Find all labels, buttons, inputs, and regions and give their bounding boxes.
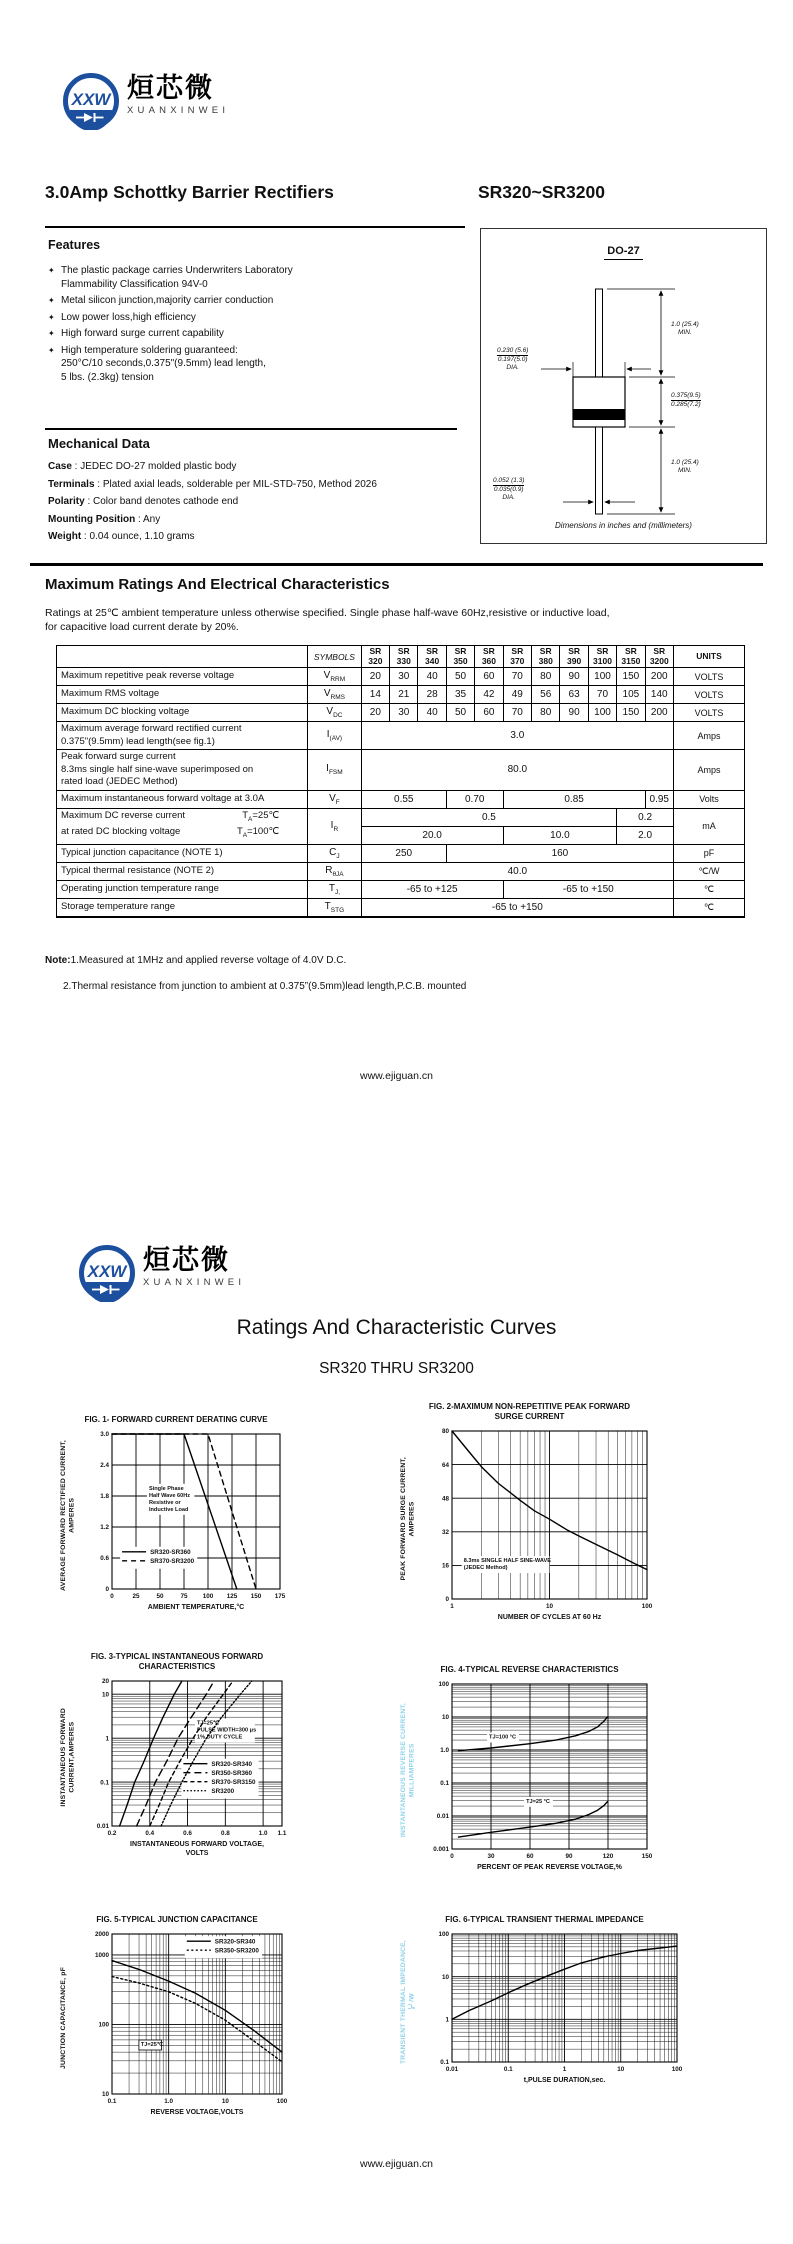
- row-symbol: $V_F$: [308, 790, 362, 808]
- table-cell: 80: [532, 668, 560, 686]
- svg-text:10: 10: [101, 2091, 109, 2099]
- table-row: [57, 668, 745, 686]
- row-unit: ℃: [673, 898, 744, 917]
- svg-text:(JEDEC Method): (JEDEC Method): [463, 1565, 508, 1572]
- figure-title: SURGE CURRENT: [494, 1412, 565, 1421]
- svg-text:Resistive or: Resistive or: [148, 1499, 181, 1506]
- bullet-arrow-icon: ✦: [48, 296, 55, 305]
- logo-english-name: XUANXINWEI: [143, 1277, 246, 1288]
- table-cell: 100: [588, 704, 616, 722]
- table-row: [57, 704, 745, 722]
- table-cell: 20: [361, 668, 389, 686]
- row-unit: VOLTS: [673, 686, 744, 704]
- table-cell: 49: [503, 686, 531, 704]
- table-cell: 0.70: [446, 790, 503, 808]
- row-label: Maximum average forward rectified current 0.375"(9.5mm) lead length(see fig.1): [57, 722, 308, 750]
- logo-chinese-name: 烜芯微: [143, 1245, 230, 1275]
- x-axis-label: t,PULSE DURATION,sec.: [523, 2077, 606, 2084]
- svg-text:0: 0: [450, 1853, 454, 1860]
- note-2: 2.Thermal resistance from junction to ambient at 0.375”(9.5mm)lead length,P.C.B. mounted: [63, 981, 467, 992]
- svg-text:100: 100: [98, 2021, 109, 2029]
- feature-item: ✦ The plastic package carries Underwriters Laboratory Flammability Classification 94V-0: [48, 265, 293, 290]
- series-SR350-SR360: [137, 1681, 214, 1826]
- svg-text:75: 75: [180, 1593, 188, 1600]
- row-symbol: $T_{J,}$: [308, 880, 362, 898]
- fig1-plot: [82, 1428, 290, 1603]
- svg-text:1.0: 1.0: [164, 2098, 174, 2105]
- footer-url-page2: www.ejiguan.cn: [360, 2158, 433, 2170]
- table-cell: 0.5: [361, 808, 617, 826]
- series-SR320-SR340: [112, 1961, 282, 2053]
- svg-text:TJ=25 °C: TJ=25 °C: [526, 1798, 550, 1805]
- svg-text:150: 150: [250, 1593, 262, 1600]
- table-cell: 3.0: [361, 722, 673, 750]
- table-cell: 40: [418, 668, 446, 686]
- row-unit: VOLTS: [673, 668, 744, 686]
- row-symbol: $V_{DC}$: [308, 704, 362, 722]
- table-row: [57, 898, 745, 917]
- table-cell: 100: [588, 668, 616, 686]
- figure-4-typical-reverse-characteristics: [400, 1665, 659, 1873]
- mechanical-row: Terminals : Plated axial leads, solderable per MIL-STD-750, Method 2026: [48, 478, 377, 490]
- svg-text:1: 1: [450, 1603, 454, 1610]
- svg-text:Inductive Load: Inductive Load: [148, 1506, 189, 1513]
- table-row: [57, 862, 745, 880]
- table-cell: 50: [446, 704, 474, 722]
- table-cell: 63: [560, 686, 588, 704]
- table-cell: 20: [361, 704, 389, 722]
- row-label: Maximum DC reverse current $T_A=25℃$ at rated DC blocking voltage $T_A=100℃$: [57, 808, 308, 844]
- part-column-header: SR 370: [503, 646, 531, 668]
- svg-text:100: 100: [438, 1931, 449, 1939]
- bullet-arrow-icon: ✦: [48, 312, 55, 322]
- mechanical-row: Mounting Position : Any: [48, 513, 161, 525]
- dim-lead-bottom: 1.0 (25.4) MIN.: [671, 459, 699, 474]
- table-cell: 28: [418, 686, 446, 704]
- svg-text:1% DUTY CYCLE: 1% DUTY CYCLE: [197, 1734, 243, 1741]
- company-logo-page2: [78, 1244, 245, 1302]
- table-cell: 30: [390, 704, 418, 722]
- part-column-header: SR 350: [446, 646, 474, 668]
- part-column-header: SR 3150: [617, 646, 645, 668]
- figure-title: FIG. 1- FORWARD CURRENT DERATING CURVE: [84, 1415, 268, 1424]
- svg-text:1.2: 1.2: [100, 1524, 109, 1532]
- row-symbol: $I_{FSM}$: [308, 750, 362, 791]
- svg-text:1.1: 1.1: [277, 1830, 287, 1837]
- x-axis-label: INSTANTANEOUS FORWARD VOLTAGE, VOLTS: [130, 1841, 264, 1857]
- figure-title: FIG. 2-MAXIMUM NON-REPETITIVE PEAK FORWARD: [428, 1402, 631, 1411]
- svg-text:1: 1: [562, 2066, 567, 2073]
- ratings-intro: [45, 606, 755, 634]
- svg-text:25: 25: [132, 1593, 140, 1600]
- svg-text:2000: 2000: [94, 1931, 109, 1939]
- dim-body-length: 0.375(9.5) 0.285(7.2): [671, 392, 701, 408]
- row-unit: Amps: [673, 750, 744, 791]
- table-cell: 0.85: [503, 790, 645, 808]
- row-label: Maximum instantaneous forward voltage at 3.0A: [57, 790, 308, 808]
- mechanical-row: Case : JEDEC DO-27 molded plastic body: [48, 461, 237, 472]
- svg-text:16: 16: [441, 1562, 449, 1570]
- x-axis-label: NUMBER OF CYCLES AT 60 Hz: [497, 1614, 602, 1621]
- legend-label: SR320-SR340: [214, 1938, 256, 1946]
- table-cell: 35: [446, 686, 474, 704]
- svg-text:0.001: 0.001: [433, 1846, 449, 1854]
- row-symbol: $V_{RRM}$: [308, 668, 362, 686]
- ratings-divider: [30, 563, 763, 566]
- series-SR350-SR3200: [112, 1977, 282, 2062]
- svg-text:32: 32: [441, 1529, 449, 1536]
- bullet-arrow-icon: ✦: [48, 345, 55, 355]
- svg-text:10: 10: [617, 2066, 625, 2073]
- ratings-table-container: [56, 645, 745, 918]
- row-symbol: $R_{\theta JA}$: [308, 862, 362, 880]
- row-label: Maximum DC blocking voltage: [57, 704, 308, 722]
- table-row: [57, 722, 745, 750]
- table-cell: 105: [617, 686, 645, 704]
- svg-text:0: 0: [445, 1596, 449, 1604]
- series-SR320-SR340: [120, 1681, 182, 1826]
- figure-3-instantaneous-forward-characteristics: [60, 1652, 294, 1858]
- svg-text:1000: 1000: [94, 1952, 109, 1960]
- part-column-header: SR 390: [560, 646, 588, 668]
- svg-text:100: 100: [641, 1603, 653, 1610]
- svg-text:150: 150: [641, 1853, 653, 1860]
- table-cell: 200: [645, 704, 673, 722]
- page2-subtitle: SR320 THRU SR3200: [319, 1360, 474, 1377]
- note-1: Note:1.Measured at 1MHz and applied reverse voltage of 4.0V D.C.: [45, 955, 347, 966]
- row-label: Typical junction capacitance (NOTE 1): [57, 844, 308, 862]
- table-cell: 56: [532, 686, 560, 704]
- table-cell: 0.55: [361, 790, 446, 808]
- table-row: [57, 880, 745, 898]
- table-header-row: [57, 646, 745, 668]
- fig4-plot: [422, 1678, 657, 1863]
- svg-text:8.3ms SINGLE HALF SINE-WAVE: 8.3ms SINGLE HALF SINE-WAVE: [463, 1558, 551, 1565]
- part-column-header: SR 380: [532, 646, 560, 668]
- legend-label: SR320-SR360: [150, 1549, 191, 1556]
- table-cell: 20.0: [361, 826, 503, 844]
- row-symbol: $T_{STG}$: [308, 898, 362, 917]
- svg-text:1.0: 1.0: [258, 1830, 268, 1837]
- svg-text:0.1: 0.1: [440, 2059, 449, 2067]
- svg-text:0: 0: [105, 1586, 109, 1594]
- row-label: Maximum RMS voltage: [57, 686, 308, 704]
- figure-2-peak-forward-surge-current: [400, 1402, 659, 1623]
- svg-text:TJ=25℃: TJ=25℃: [140, 2042, 164, 2048]
- figure-6-transient-thermal-impedance: [400, 1915, 689, 2086]
- table-cell: 2.0: [617, 826, 674, 844]
- part-number-range: SR320~SR3200: [478, 182, 605, 202]
- package-caption: Dimensions in inches and (millimeters): [555, 521, 692, 530]
- svg-text:Single Phase: Single Phase: [148, 1485, 184, 1492]
- table-row: [57, 750, 745, 791]
- row-unit: ℃/W: [673, 862, 744, 880]
- table-cell: 70: [503, 704, 531, 722]
- logo-mark-icon: [78, 1244, 136, 1302]
- part-column-header: SR 3100: [588, 646, 616, 668]
- table-cell: 40: [418, 704, 446, 722]
- row-label: Maximum repetitive peak reverse voltage: [57, 668, 308, 686]
- ratings-intro-line2: for capacitive load current derate by 20%.: [45, 621, 239, 633]
- svg-text:100: 100: [438, 1681, 449, 1689]
- row-symbol: $I_{(AV)}$: [308, 722, 362, 750]
- table-cell: -65 to +150: [503, 880, 673, 898]
- table-cell: 70: [503, 668, 531, 686]
- table-cell: 21: [390, 686, 418, 704]
- table-cell: 200: [645, 668, 673, 686]
- svg-text:120: 120: [602, 1853, 614, 1860]
- table-cell: 42: [475, 686, 503, 704]
- table-cell: 150: [617, 668, 645, 686]
- y-axis-label: INSTANTANEOUS REVERSE CURRENT, MILLIAMPERES: [400, 1703, 416, 1838]
- svg-text:175: 175: [274, 1593, 286, 1600]
- svg-text:0.1: 0.1: [100, 1779, 109, 1787]
- features-heading: Features: [48, 238, 101, 252]
- table-cell: 0.95: [645, 790, 673, 808]
- figure-title: FIG. 6-TYPICAL TRANSIENT THERMAL IMPEDANCE: [445, 1915, 644, 1924]
- ratings-intro-line1: Ratings at 25℃ ambient temperature unless otherwise specified. Single phase half-wave 60Hz,resistive or inductive load,: [45, 607, 610, 619]
- table-cell: 10.0: [503, 826, 617, 844]
- svg-text:Half Wave 60Hz: Half Wave 60Hz: [148, 1492, 191, 1499]
- dim-body-diameter: 0.230 (5.6) 0.197(5.0) DIA.: [497, 347, 529, 371]
- part-column-header: SR 330: [390, 646, 418, 668]
- feature-item: ✦ Low power loss,high efficiency: [48, 311, 196, 323]
- svg-text:100: 100: [202, 1593, 214, 1600]
- footer-url-page1: www.ejiguan.cn: [360, 1070, 433, 1082]
- y-axis-label: PEAK FORWARD SURGE CURRENT, AMPERES: [400, 1457, 416, 1581]
- x-axis-label: PERCENT OF PEAK REVERSE VOLTAGE,%: [477, 1864, 622, 1871]
- logo-english-name: XUANXINWEI: [127, 105, 230, 116]
- svg-text:64: 64: [441, 1461, 449, 1469]
- page2-title: Ratings And Characteristic Curves: [236, 1316, 557, 1339]
- svg-text:0.01: 0.01: [445, 2066, 459, 2073]
- table-row: [57, 790, 745, 808]
- table-cell: 40.0: [361, 862, 673, 880]
- feature-item: ✦ High forward surge current capability: [48, 328, 224, 339]
- row-label: Typical thermal resistance (NOTE 2): [57, 862, 308, 880]
- figure-title: FIG. 4-TYPICAL REVERSE CHARACTERISTICS: [440, 1665, 619, 1674]
- table-cell: 0.2: [617, 808, 674, 826]
- y-axis-label: JUNCTION CAPACITANCE, pF: [60, 1967, 67, 2069]
- part-column-header: SR 360: [475, 646, 503, 668]
- table-cell: 150: [617, 704, 645, 722]
- row-symbol: $C_J$: [308, 844, 362, 862]
- fig2-plot: [422, 1425, 657, 1613]
- legend-label: SR350-SR360: [211, 1769, 253, 1777]
- row-label: Storage temperature range: [57, 898, 308, 917]
- svg-text:1: 1: [445, 2016, 449, 2024]
- fig6-plot: [422, 1928, 687, 2076]
- svg-text:90: 90: [565, 1853, 573, 1860]
- figure-title: FIG. 5-TYPICAL JUNCTION CAPACITANCE: [96, 1915, 258, 1924]
- table-cell: 160: [446, 844, 673, 862]
- table-cell: 80: [532, 704, 560, 722]
- ratings-heading: Maximum Ratings And Electrical Characteristics: [45, 576, 390, 593]
- svg-text:0.2: 0.2: [107, 1830, 117, 1837]
- row-label: Peak forward surge current 8.3ms single half sine-wave superimposed on rated load (JEDEC Method): [57, 750, 308, 791]
- table-cell: 50: [446, 668, 474, 686]
- mechanical-divider: [45, 428, 457, 430]
- legend-label: SR3200: [211, 1787, 235, 1795]
- svg-text:2.4: 2.4: [100, 1462, 109, 1470]
- bullet-arrow-icon: ✦: [48, 329, 55, 338]
- x-axis-label: REVERSE VOLTAGE,VOLTS: [150, 2109, 244, 2116]
- page-title: 3.0Amp Schottky Barrier Rectifiers: [45, 182, 334, 202]
- figure-5-typical-junction-capacitance: [60, 1915, 294, 2118]
- svg-text:10: 10: [221, 2098, 229, 2105]
- part-column-header: SR 340: [418, 646, 446, 668]
- series-SR3200: [161, 1681, 252, 1826]
- table-row: [57, 686, 745, 704]
- svg-text:0.1: 0.1: [107, 2098, 117, 2105]
- units-header: UNITS: [673, 646, 744, 668]
- table-cell: 90: [560, 704, 588, 722]
- row-symbol: $V_{RMS}$: [308, 686, 362, 704]
- row-unit: Amps: [673, 722, 744, 750]
- table-cell: 80.0: [361, 750, 673, 791]
- legend-label: SR370-SR3200: [150, 1558, 195, 1565]
- svg-text:0.01: 0.01: [436, 1813, 449, 1821]
- svg-text:1: 1: [105, 1735, 109, 1743]
- svg-text:0.01: 0.01: [96, 1823, 109, 1831]
- svg-text:0.1: 0.1: [440, 1780, 449, 1788]
- svg-text:3.0: 3.0: [100, 1431, 109, 1439]
- legend-label: SR350-SR3200: [214, 1947, 259, 1955]
- legend-label: SR320-SR340: [211, 1760, 253, 1768]
- table-cell: 140: [645, 686, 673, 704]
- row-unit: VOLTS: [673, 704, 744, 722]
- table-cell: -65 to +150: [361, 898, 673, 917]
- svg-text:80: 80: [441, 1428, 449, 1436]
- figure-title: FIG. 3-TYPICAL INSTANTANEOUS FORWARD: [90, 1652, 264, 1661]
- svg-text:0.6: 0.6: [100, 1555, 109, 1563]
- row-unit: pF: [673, 844, 744, 862]
- svg-text:TJ=100 °C: TJ=100 °C: [489, 1734, 517, 1741]
- table-cell: 30: [390, 668, 418, 686]
- row-unit: mA: [673, 808, 744, 844]
- table-cell: -65 to +125: [361, 880, 503, 898]
- logo-mark-letters: XXW: [71, 90, 111, 109]
- logo-chinese-name: 烜芯微: [127, 73, 214, 103]
- part-column-header: SR 3200: [645, 646, 673, 668]
- mechanical-heading: Mechanical Data: [48, 436, 150, 451]
- svg-text:50: 50: [156, 1593, 164, 1600]
- svg-text:0.4: 0.4: [145, 1830, 155, 1837]
- package-name: DO-27: [481, 229, 766, 257]
- dim-lead-diameter: 0.052 (1.3) 0.035(0.9) DIA.: [493, 477, 525, 501]
- svg-text:0.8: 0.8: [220, 1830, 230, 1837]
- row-symbol: $I_R$: [308, 808, 362, 844]
- x-axis-label: AMBIENT TEMPERATURE,°C: [147, 1604, 245, 1611]
- feature-item: ✦ Metal silicon junction,majority carrier conduction: [48, 295, 274, 306]
- dim-lead-top: 1.0 (25.4) MIN.: [671, 321, 699, 336]
- svg-text:30: 30: [487, 1853, 495, 1860]
- table-cell: 60: [475, 704, 503, 722]
- svg-text:0: 0: [110, 1593, 114, 1600]
- table-cell: 250: [361, 844, 446, 862]
- svg-text:10: 10: [441, 1714, 449, 1722]
- row-label: Operating junction temperature range: [57, 880, 308, 898]
- svg-text:60: 60: [526, 1853, 534, 1860]
- svg-text:48: 48: [441, 1495, 449, 1503]
- svg-text:10: 10: [545, 1603, 554, 1610]
- row-unit: Volts: [673, 790, 744, 808]
- logo-mark-icon: [62, 72, 120, 130]
- bullet-arrow-icon: ✦: [48, 266, 55, 275]
- fig5-plot: [82, 1928, 292, 2108]
- y-axis-label: INSTANTANEOUS FORWARD CURRENT,AMPERES: [60, 1708, 76, 1807]
- svg-text:10: 10: [441, 1973, 449, 1981]
- table-cell: 70: [588, 686, 616, 704]
- feature-item: ✦ High temperature soldering guaranteed: 250°C/10 seconds,0.375"(9.5mm) lead length, 5 lbs. (2.3kg) tension: [48, 344, 266, 383]
- svg-text:0.1: 0.1: [503, 2066, 513, 2073]
- title-divider: [45, 226, 465, 228]
- mechanical-row: Polarity : Color band denotes cathode end: [48, 496, 239, 507]
- logo-mark-letters: XXW: [87, 1262, 127, 1281]
- table-cell: 14: [361, 686, 389, 704]
- svg-text:1.8: 1.8: [100, 1493, 109, 1501]
- legend-label: SR370-SR3150: [211, 1778, 256, 1786]
- svg-text:125: 125: [226, 1593, 238, 1600]
- svg-text:PULSE WIDTH=300 μs: PULSE WIDTH=300 μs: [197, 1727, 257, 1734]
- svg-text:20: 20: [101, 1678, 109, 1686]
- mechanical-data: [48, 458, 458, 546]
- svg-text:100: 100: [276, 2098, 288, 2105]
- table-row: [57, 844, 745, 862]
- table-cell: 60: [475, 668, 503, 686]
- svg-text:10: 10: [101, 1691, 109, 1699]
- company-logo: [62, 72, 229, 130]
- series-SR370-SR3150: [150, 1681, 233, 1826]
- svg-text:100: 100: [671, 2066, 683, 2073]
- part-column-header: SR 320: [361, 646, 389, 668]
- mechanical-row: Weight : 0.04 ounce, 1.10 grams: [48, 531, 195, 542]
- svg-text:TJ=25℃: TJ=25℃: [197, 1720, 220, 1727]
- package-outline-box: [480, 228, 767, 544]
- fig3-plot: [82, 1675, 292, 1840]
- ratings-table: [56, 645, 745, 918]
- row-unit: ℃: [673, 880, 744, 898]
- features-list: [48, 264, 448, 387]
- table-cell: 90: [560, 668, 588, 686]
- figure-title: CHARACTERISTICS: [138, 1662, 216, 1671]
- figure-1-forward-current-derating: [60, 1415, 292, 1613]
- svg-text:0.6: 0.6: [183, 1830, 192, 1837]
- y-axis-label: AVERAGE FORWARD RECTIFIED CURRENT, AMPERES: [60, 1440, 76, 1591]
- y-axis-label: TRANSIENT THERMAL IMPEDANCE, ℃/W: [400, 1939, 416, 2065]
- table-row: [57, 808, 745, 826]
- series-TJ=25 °C: [459, 1802, 608, 1837]
- symbols-header: SYMBOLS: [308, 646, 362, 668]
- svg-text:1.0: 1.0: [440, 1747, 449, 1755]
